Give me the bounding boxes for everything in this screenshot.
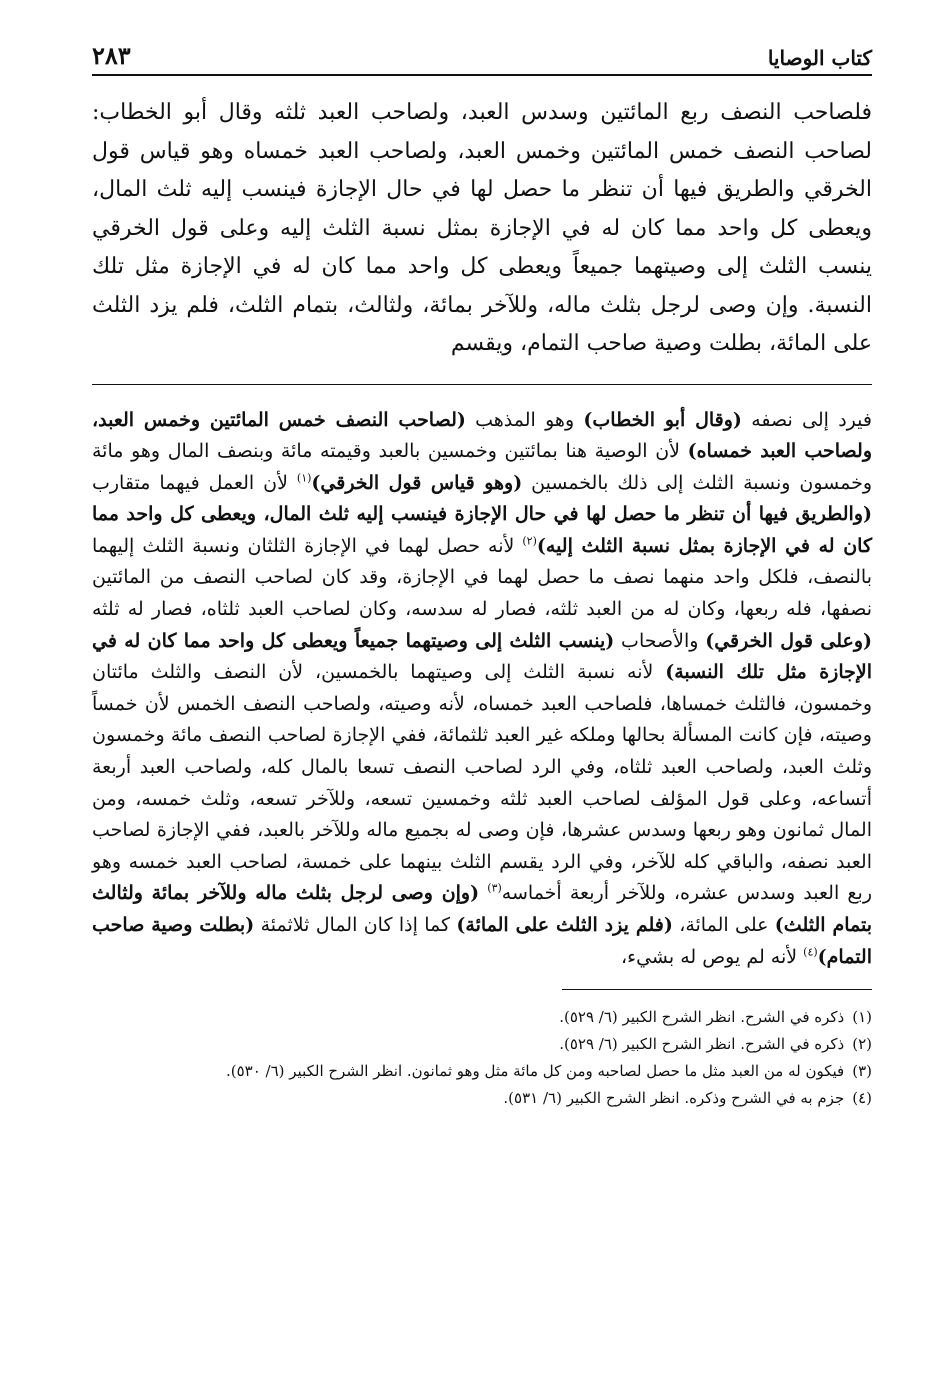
commentary-text: لأنه حصل لهما في الإجازة الثلثان ونسبة الثلث إليهما بالنصف، فلكل واحد منهما نصف ما حصل لهما في الإجازة، وقد كان لصاحب النصف من المائتين نصفها، فله ربعها، وكان له من العبد ثلثه، فصار له سدسه، وكان لصاحب العبد ثلثاه، فصار له ثلثه [92, 534, 872, 621]
commentary-text: والأصحاب [614, 629, 706, 652]
chapter-title: كتاب الوصايا [767, 46, 872, 70]
quoted-text: (وعلى قول الخرقي) [705, 629, 872, 652]
footnote-number: (٤) [852, 1089, 872, 1108]
commentary-text: لأنه لم يوص له بشيء، [621, 945, 804, 968]
footnote-divider [562, 989, 872, 990]
commentary-paragraph [92, 405, 872, 974]
quoted-text: (وإن وصى لرجل بثلث ماله وللآخر بمائة ولثالث بتمام الثلث) [92, 882, 873, 936]
quoted-text: (والطريق فيها أن تنظر ما حصل لها في حال الإجازة فينسب إليه ثلث المال، ويعطى كل واحد مما كان له في الإجازة بمثل نسبة الثلث إليه) [92, 503, 873, 557]
quoted-text: (لصاحب النصف خمس المائتين وخمس العبد، ولصاحب العبد خمساه) [92, 408, 872, 463]
quoted-text: (ينسب الثلث إلى وصيتهما جميعاً ويعطى كل واحد مما كان له في الإجازة مثل تلك النسبة) [92, 629, 872, 684]
footnote [92, 1085, 872, 1112]
footnote [92, 1004, 872, 1031]
commentary-text: كما إذا كان المال ثلاثمئة [254, 914, 457, 936]
quoted-text: (بطلت وصية صاحب التمام) [92, 914, 872, 968]
footnote-text: ذكره في الشرح. انظر الشرح الكبير (٦/ ٥٢٩). [559, 1008, 845, 1027]
footnote-number: (١) [852, 1008, 872, 1027]
section-divider [92, 384, 872, 385]
page-number: ٢٨٣ [92, 41, 131, 70]
running-header [92, 30, 872, 76]
footnote-text: فيكون له من العبد مثل ما حصل لصاحبه ومن كل مائة مثل وهو ثمانون. انظر الشرح الكبير (٦/ ٥٣٠). [225, 1062, 845, 1081]
main-text-paragraph: فلصاحب النصف ربع المائتين وسدس العبد، ولصاحب العبد ثلثه وقال أبو الخطاب: لصاحب النصف خمس المائتين وخمس العبد، ولصاحب العبد خمساه وهو قياس قول الخرقي والطريق فيها أن تنظر ما حصل لها في حال الإجازة فينسب إليه ثلث المال، ويعطى كل واحد مما كان له في الإجازة بمثل نسبة الثلث إليه وعلى قول الخرقي ينسب الثلث إلى وصيتهما جميعاً ويعطى كل واحد مما كان له في الإجازة مثل تلك النسبة. وإن وصى لرجل بثلث ماله، وللآخر بمائة، ولثالث، بتمام الثلث، فلم يزد الثلث على المائة، بطلت وصية صاحب التمام، ويقسم [92, 100, 872, 356]
footnotes [92, 1004, 872, 1112]
main-text [92, 94, 872, 364]
commentary-text: فيرد إلى نصفه [741, 408, 872, 431]
commentary-text: على المائة، [672, 914, 775, 936]
commentary-text: وهو المذهب [465, 408, 584, 431]
commentary-text: لأن الوصية هنا بمائتين وخمسين بالعبد وقيمته مائة وبنصف المال وهو مائة وخمسون ونسبة الثلث إلى ذلك بالخمسين [92, 440, 872, 494]
footnote-number: (٣) [852, 1062, 872, 1081]
commentary-text: لأنه نسبة الثلث إلى وصيتهما بالخمسين، لأن النصف والثلث مائتان وخمسون، فالثلث خمساها، فلصاحب العبد خمساه، لأنه وصيته، ولصاحب النصف الخمس لأن خمساً وصيته، فإن كانت المسألة بحالها وملكه غير العبد ثلثمائة، ففي الإجازة لصاحب النصف مائة وخمسون وثلث العبد، ولصاحب العبد ثلثاه، وفي الرد لصاحب النصف تسعا بالمال كله، ولصاحب العبد أربعة أتساعه، وعلى قول المؤلف لصاحب العبد ثلثه وخمسين تسعه، وللآخر تسعه، وثلث خمسه، ومن المال ثمانون وهو ربعها وسدس عشرها، فإن وصى له بجميع ماله وللآخر بالعبد، ففي الإجازة لصاحب العبد نصفه، والباقي كله للآخر، وفي الرد يقسم الثلث بينهما على خمسة، لصاحب العبد خمسه وهو ربع العبد وسدس عشره، وللآخر أربعة أخماسه [92, 661, 873, 905]
quoted-text: (وهو قياس قول الخرقي) [311, 471, 523, 494]
footnote [92, 1031, 872, 1058]
footnote-text: ذكره في الشرح. انظر الشرح الكبير (٦/ ٥٢٩). [559, 1035, 845, 1054]
footnote-ref[interactable]: (٤) [803, 945, 818, 959]
quoted-text: (فلم يزد الثلث على المائة) [456, 914, 673, 936]
book-page [92, 30, 872, 1112]
quoted-text: (وقال أبو الخطاب) [583, 408, 742, 431]
footnote-number: (٢) [852, 1035, 872, 1054]
footnote-ref[interactable]: (٢) [522, 534, 537, 548]
footnote-ref[interactable]: (٣) [487, 882, 502, 896]
commentary-text: لأن العمل فيهما متقارب [92, 471, 297, 494]
footnote-text: جزم به في الشرح وذكره. انظر الشرح الكبير (٦/ ٥٣١). [503, 1089, 845, 1108]
footnote [92, 1058, 872, 1085]
commentary [92, 405, 872, 974]
footnote-ref[interactable]: (١) [296, 471, 312, 485]
